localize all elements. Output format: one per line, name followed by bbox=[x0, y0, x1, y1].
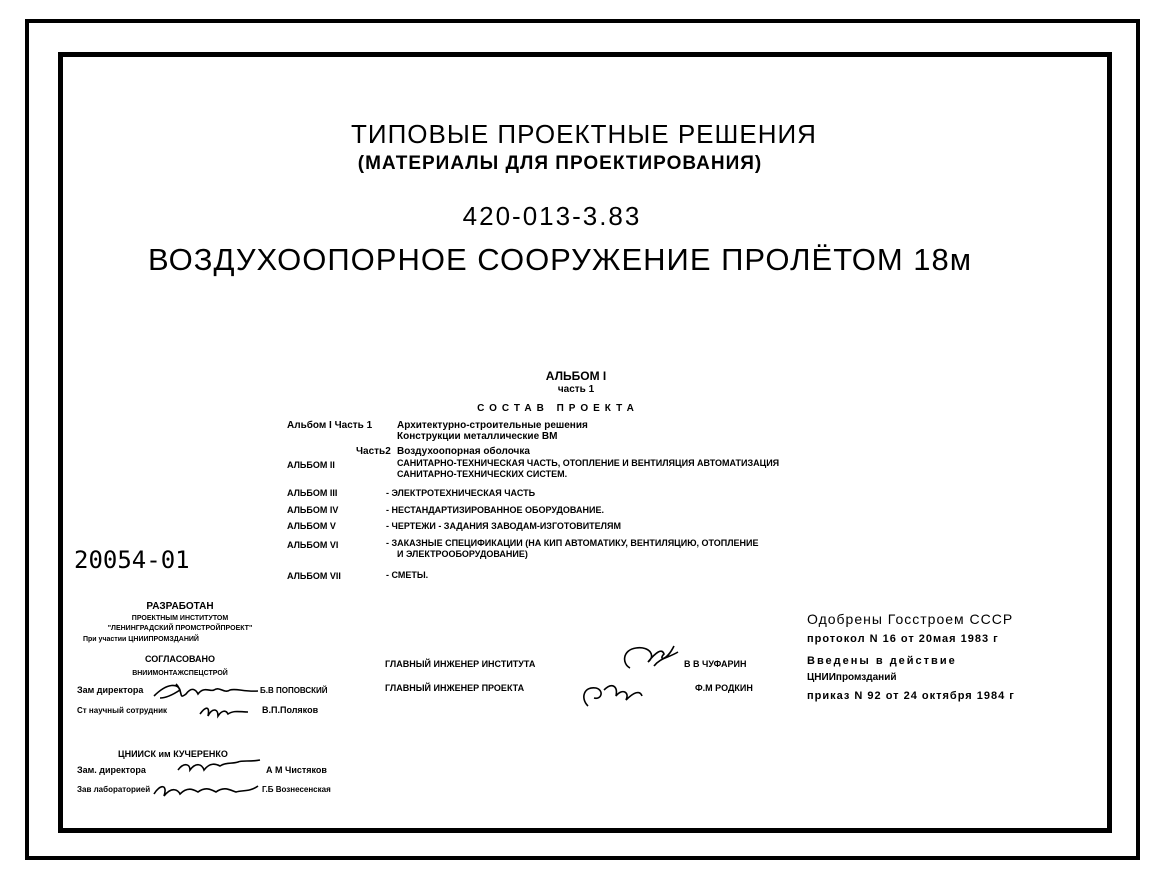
engineer-name: В В ЧУФАРИН bbox=[684, 659, 747, 669]
approval-line5: приказ N 92 от 24 октября 1984 г bbox=[807, 690, 1015, 702]
signature-mark bbox=[200, 708, 248, 716]
composition-item-label: Часть2 bbox=[356, 446, 391, 457]
signer-role: Зам. директора bbox=[77, 765, 146, 775]
composition-item-line: САНИТАРНО-ТЕХНИЧЕСКИХ СИСТЕМ. bbox=[397, 469, 568, 479]
developer-heading: РАЗРАБОТАН bbox=[146, 601, 214, 612]
document-number: 20054-01 bbox=[74, 546, 190, 574]
composition-item-line: САНИТАРНО-ТЕХНИЧЕСКАЯ ЧАСТЬ, ОТОПЛЕНИЕ И ВЕНТИЛЯЦИЯ АВТОМАТИЗАЦИЯ bbox=[397, 458, 780, 468]
composition-item-line: - ЗАКАЗНЫЕ СПЕЦИФИКАЦИИ (НА КИП АВТОМАТИКУ, ВЕНТИЛЯЦИЮ, ОТОПЛЕНИЕ bbox=[386, 538, 759, 548]
agreed-label: СОГЛАСОВАНО bbox=[144, 654, 216, 664]
signer-name: В.П.Поляков bbox=[262, 705, 319, 715]
signer-name: Г.Б Вознесенская bbox=[262, 785, 331, 794]
composition-item-label: АЛЬБОМ VI bbox=[287, 540, 339, 550]
developer-signatures bbox=[148, 676, 263, 724]
album-part: часть 1 bbox=[557, 384, 595, 395]
approval-line4: ЦНИИпромзданий bbox=[807, 672, 897, 683]
agreed-org: ВНИИМОНТАЖСПЕЦСТРОЙ bbox=[132, 670, 228, 677]
signer-role: Ст научный сотрудник bbox=[77, 706, 168, 715]
title-typical-solutions: ТИПОВЫЕ ПРОЕКТНЫЕ РЕШЕНИЯ bbox=[351, 119, 817, 149]
main-title: ВОЗДУХООПОРНОЕ СООРУЖЕНИЕ ПРОЛЁТОМ 18м bbox=[148, 242, 973, 277]
approval-line2: протокол N 16 от 20мая 1983 г bbox=[807, 633, 999, 645]
composition-item-line: - НЕСТАНДАРТИЗИРОВАННОЕ ОБОРУДОВАНИЕ. bbox=[386, 505, 604, 515]
composition-item-line: Архитектурно-строительные решения bbox=[397, 420, 588, 431]
approval-line1: Одобрены Госстроем СССР bbox=[807, 611, 1014, 627]
tsniisk-signatures bbox=[150, 756, 265, 804]
composition-heading: СОСТАВ ПРОЕКТА bbox=[477, 403, 639, 414]
composition-item-label: Альбом I Часть 1 bbox=[287, 420, 373, 431]
composition-item-label: АЛЬБОМ IV bbox=[287, 505, 339, 515]
composition-item-line: И ЭЛЕКТРООБОРУДОВАНИЕ) bbox=[397, 549, 528, 559]
signature-mark bbox=[154, 786, 258, 796]
composition-item-label: АЛЬБОМ II bbox=[287, 460, 335, 470]
signature-mark bbox=[625, 646, 678, 668]
composition-item-label: АЛЬБОМ III bbox=[287, 488, 338, 498]
developer-line2: "ЛЕНИНГРАДСКИЙ ПРОМСТРОЙПРОЕКТ" bbox=[107, 625, 253, 632]
composition-item-label: АЛЬБОМ VII bbox=[287, 571, 341, 581]
album-title: АЛЬБОМ I bbox=[545, 369, 607, 383]
developer-line1: ПРОЕКТНЫМ ИНСТИТУТОМ bbox=[131, 615, 229, 622]
project-code: 420-013-3.83 bbox=[462, 201, 642, 231]
approval-line3: Введены в действие bbox=[807, 655, 957, 667]
composition-item-label: АЛЬБОМ V bbox=[287, 521, 336, 531]
signer-role: Зав лабораторией bbox=[77, 785, 151, 794]
title-materials: (МАТЕРИАЛЫ ДЛЯ ПРОЕКТИРОВАНИЯ) bbox=[357, 153, 763, 174]
signature-mark bbox=[154, 684, 258, 698]
engineer-role: ГЛАВНЫЙ ИНЖЕНЕР ИНСТИТУТА bbox=[385, 659, 536, 669]
engineer-name: Ф.М РОДКИН bbox=[695, 683, 753, 693]
signer-name: А М Чистяков bbox=[266, 765, 327, 775]
signature-mark bbox=[178, 760, 260, 770]
composition-item-line: Воздухоопорная оболочка bbox=[397, 446, 530, 457]
composition-item-line: - СМЕТЫ. bbox=[386, 570, 429, 580]
engineer-role: ГЛАВНЫЙ ИНЖЕНЕР ПРОЕКТА bbox=[385, 683, 525, 693]
signer-role: Зам директора bbox=[77, 685, 144, 695]
developer-line3: При участии ЦНИИПРОМЗДАНИЙ bbox=[83, 636, 199, 643]
composition-item-line: - ЭЛЕКТРОТЕХНИЧЕСКАЯ ЧАСТЬ bbox=[386, 488, 536, 498]
composition-item-line: - ЧЕРТЕЖИ - ЗАДАНИЯ ЗАВОДАМ-ИЗГОТОВИТЕЛЯМ bbox=[386, 521, 621, 531]
composition-item-line: Конструкции металлические ВМ bbox=[397, 431, 558, 442]
signature-mark bbox=[584, 686, 642, 706]
engineer-signatures bbox=[560, 638, 682, 712]
signer-name: Б.В ПОПОВСКИЙ bbox=[260, 686, 328, 695]
tsniisk-heading: ЦНИИСК им КУЧЕРЕНКО bbox=[118, 749, 228, 759]
